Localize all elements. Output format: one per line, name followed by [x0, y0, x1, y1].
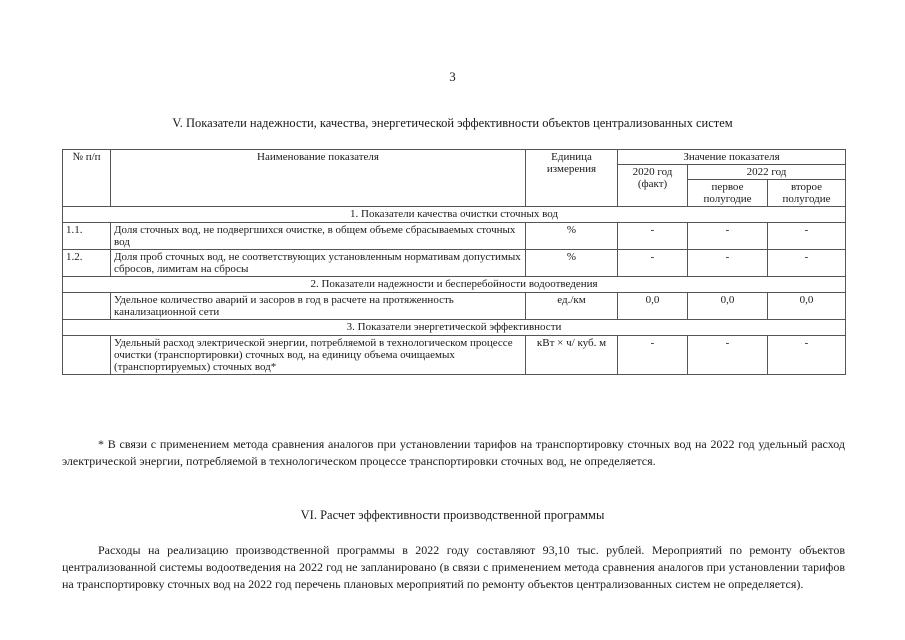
row-value-2020: - — [618, 250, 688, 277]
table-row — [63, 250, 846, 277]
group-title: 1. Показатели качества очистки сточных вод — [63, 207, 846, 223]
header-value: Значение показателя — [618, 150, 846, 165]
group-row-energy — [63, 320, 846, 336]
row-value-h1: - — [688, 336, 768, 375]
row-value-2020: 0,0 — [618, 293, 688, 320]
table-row — [63, 336, 846, 375]
table-row — [63, 223, 846, 250]
row-name: Удельное количество аварий и засоров в год в расчете на протяженность канализационной сети — [111, 293, 526, 320]
footnote: * В связи с применением метода сравнения аналогов при установлении тарифов на транспортировку сточных вод на 2022 год удельный расход электрической энергии, потребляемой в технологическом процессе транспортировки сточных вод, не определяется. — [62, 437, 845, 468]
row-num: 1.2. — [63, 250, 111, 277]
row-name: Доля проб сточных вод, не соответствующих установленным нормативам допустимых сбросов, лимитам на сбросы — [111, 250, 526, 277]
header-num: № п/п — [63, 150, 111, 207]
header-unit: Единица измерения — [526, 150, 618, 207]
header-2022: 2022 год — [688, 165, 846, 180]
header-first-half: первое полугодие — [688, 180, 768, 207]
row-unit: % — [526, 250, 618, 277]
row-num: 1.1. — [63, 223, 111, 250]
header-2020: 2020 год (факт) — [618, 165, 688, 207]
indicators-table — [62, 149, 846, 375]
group-row-quality — [63, 207, 846, 223]
row-value-h1: - — [688, 223, 768, 250]
header-name: Наименование показателя — [111, 150, 526, 207]
row-value-2020: - — [618, 336, 688, 375]
row-value-h2: - — [768, 250, 846, 277]
row-value-h1: - — [688, 250, 768, 277]
row-value-h2: - — [768, 223, 846, 250]
row-value-2020: - — [618, 223, 688, 250]
row-num — [63, 293, 111, 320]
table-row — [63, 293, 846, 320]
row-unit: кВт × ч/ куб. м — [526, 336, 618, 375]
row-value-h2: 0,0 — [768, 293, 846, 320]
page-number: 3 — [449, 69, 456, 84]
row-name: Удельный расход электрической энергии, потребляемой в технологическом процессе очистки (транспортировки) сточных вод, на единицу объема очищаемых (транспортируемых) сточных вод* — [111, 336, 526, 375]
row-unit: ед./км — [526, 293, 618, 320]
section-6-title: VI. Расчет эффективности производственной программы — [300, 508, 605, 522]
row-unit: % — [526, 223, 618, 250]
group-title: 2. Показатели надежности и бесперебойности водоотведения — [63, 277, 846, 293]
row-name: Доля сточных вод, не подвергшихся очистке, в общем объеме сбрасываемых сточных вод — [111, 223, 526, 250]
paragraph: Расходы на реализацию производственной программы в 2022 году составляют 93,10 тыс. рублей. Мероприятий по ремонту объектов централизованной системы водоотведения на 2022 год не запланировано (в связи с применением метода сравнения аналогов при установлении тарифов на транспортировку сточных вод на 2022 год перечень плановых мероприятий по ремонту объектов централизованных систем не определяется). — [62, 543, 845, 591]
row-value-h1: 0,0 — [688, 293, 768, 320]
group-row-reliability — [63, 277, 846, 293]
row-value-h2: - — [768, 336, 846, 375]
section-5-title: V. Показатели надежности, качества, энергетической эффективности объектов централизованных систем — [172, 116, 733, 130]
group-title: 3. Показатели энергетической эффективности — [63, 320, 846, 336]
row-num — [63, 336, 111, 375]
header-second-half: второе полугодие — [768, 180, 846, 207]
